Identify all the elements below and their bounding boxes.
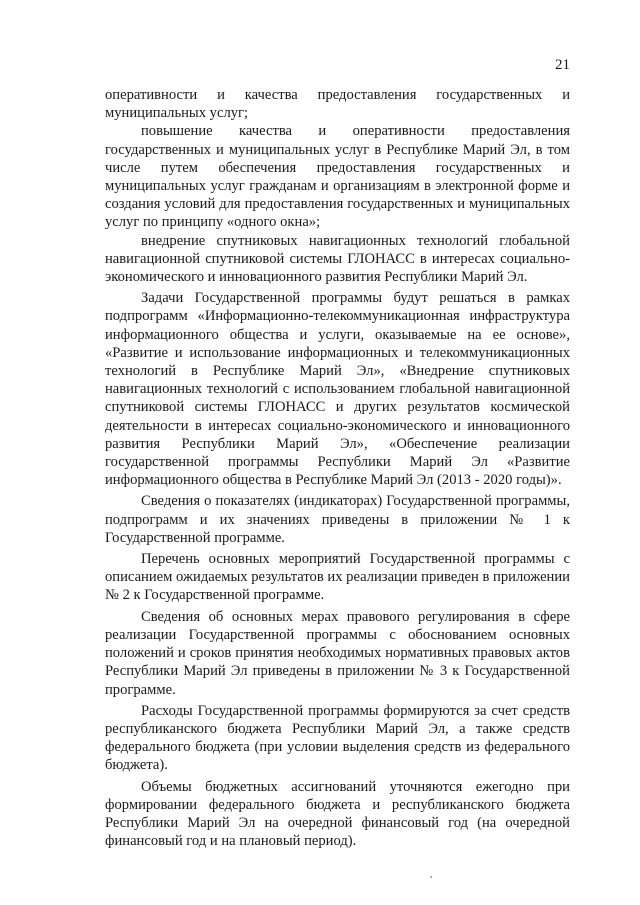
paragraph-3: внедрение спутниковых навигационных технологий глобальной навигационной спутниковой системы ГЛОНАСС в интересах социально-экономического и инновационного развития Республики Марий Эл. xyxy=(105,232,570,286)
paragraph-6: Перечень основных мероприятий Государственной программы с описанием ожидаемых результатов их реализации приведен в приложении № 2 к Государственной программе. xyxy=(105,551,570,604)
document-body xyxy=(105,86,570,850)
scan-speck xyxy=(430,876,432,878)
paragraph-4: Задачи Государственной программы будут решаться в рамках подпрограмм «Информационно-телекоммуникационная инфраструктура информационного общества и услуги, оказываемые на ее основе», «Развитие и использование информационных и телекоммуникационных технологий в Республике Марий Эл», «Внедрение спутниковых навигационных технологий с использованием глобальной навигационной спутниковой системы ГЛОНАСС и других результатов космической деятельности в интересах социально-экономического и инновационного развития Республики Марий Эл», «Обеспечение реализации государственной программы Республики Марий Эл «Развитие информационного общества в Республике Марий Эл (2013 - 2020 годы)». xyxy=(105,290,570,489)
paragraph-7: Сведения об основных мерах правового регулирования в сфере реализации Государственной программы с обоснованием основных положений и сроков принятия необходимых нормативных правовых актов Республики Марий Эл приведены в приложении № 3 к Государственной программе. xyxy=(105,608,570,698)
paragraph-5: Сведения о показателях (индикаторах) Государственной программы, подпрограмм и их значениях приведены в приложении № 1 к Государственной программе. xyxy=(105,493,570,546)
page-number: 21 xyxy=(555,57,570,73)
paragraph-1: оперативности и качества предоставления государственных и муниципальных услуг; xyxy=(105,87,570,122)
paragraph-8: Расходы Государственной программы формируются за счет средств республиканского бюджета Республики Марий Эл, а также средств федерального бюджета (при условии выделения средств из федерального бюджета). xyxy=(105,702,570,774)
paragraph-9: Объемы бюджетных ассигнований уточняются ежегодно при формировании федерального бюджета и республиканского бюджета Республики Марий Эл на очередной финансовый год (на очередной финансовый год и на плановый период). xyxy=(105,778,570,850)
paragraph-2: повышение качества и оперативности предоставления государственных и муниципальных услуг в Республике Марий Эл, в том числе путем обеспечения предоставления государственных и муниципальных услуг гражданам и организациям в электронной форме и создания условий для предоставления государственных и муниципальных услуг по принципу «одного окна»; xyxy=(105,123,570,231)
